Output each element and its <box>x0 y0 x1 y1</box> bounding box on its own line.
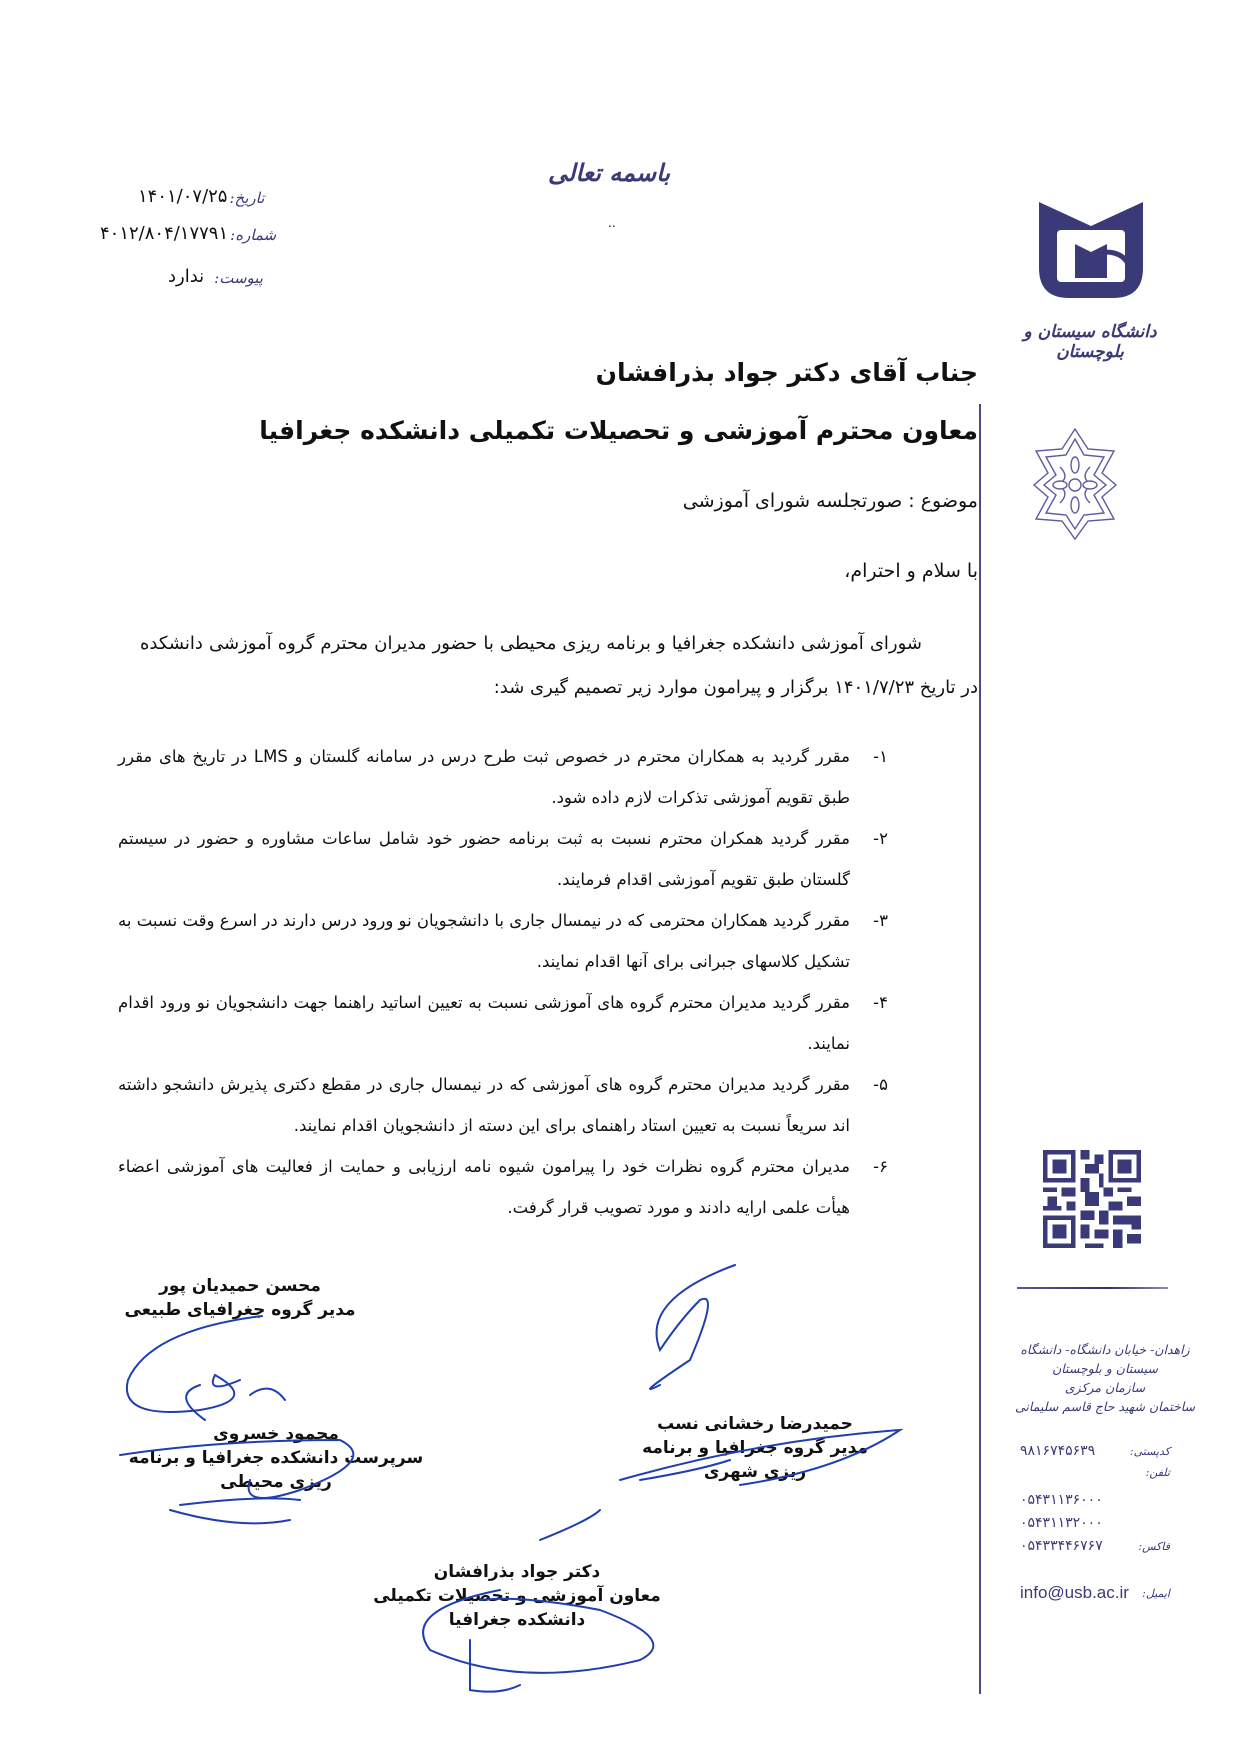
fax-row <box>1020 1538 1170 1554</box>
phone-row <box>1020 1492 1170 1508</box>
postal-code-row <box>1020 1443 1170 1459</box>
signature-stroke-rakhshani <box>620 1265 900 1485</box>
phone-value: ۰۵۴۳۱۱۳۶۰۰۰ <box>1020 1492 1103 1508</box>
sidebar-divider <box>1017 1287 1168 1289</box>
signatory-title: معاون آموزشی و تحصیلات تکمیلی دانشکده جغرافیا <box>373 1586 661 1630</box>
address-line: ساختمان شهید حاج قاسم سلیمانی <box>1015 1399 1195 1414</box>
address-line: زاهدان- خیابان دانشگاه- دانشگاه سیستان و بلوچستان <box>1020 1342 1190 1376</box>
email-row <box>1020 1583 1170 1603</box>
subject-line: موضوع : صورتجلسه شورای آموزشی <box>682 490 978 512</box>
item-number: ۲- <box>873 829 888 848</box>
item-number: ۱- <box>873 747 888 766</box>
signature-stroke-khosravi <box>120 1385 353 1523</box>
signatory-title: سرپرست دانشکده جغرافیا و برنامه ریزی محیطی <box>128 1448 424 1492</box>
item-text: مقرر گردید همکران محترم نسبت به ثبت برنامه حضور خود شامل ساعات مشاوره و حضور در سیستم گلستان طبق تقویم آموزشی اقدام فرمایند. <box>118 829 850 889</box>
bismillah-heading: باسمه تعالی <box>548 158 671 187</box>
signature-stroke-hamidianpour <box>127 1316 262 1412</box>
item-number: ۴- <box>873 993 888 1012</box>
postal-label: کدپستی: <box>1129 1444 1170 1458</box>
number-label: شماره: <box>230 226 277 244</box>
email-link[interactable]: info@usb.ac.ir <box>1020 1583 1129 1602</box>
postal-value: ۹۸۱۶۷۴۵۶۳۹ <box>1020 1443 1096 1459</box>
attachment-label: پیوست: <box>214 269 263 287</box>
number-value: ۴۰۱۲/۸۰۴/۱۷۷۹۱ <box>100 223 229 244</box>
recipient-title: معاون محترم آموزشی و تحصیلات تکمیلی دانشکده جغرافیا <box>259 416 978 445</box>
fax-label: فاکس: <box>1138 1539 1170 1553</box>
address-block <box>1005 1340 1205 1416</box>
date-label: تاریخ: <box>229 189 265 207</box>
item-text: مقرر گردید همکاران محترمی که در نیمسال جاری با دانشجویان نو ورود درس دارند در اسرع وقت نسبت به تشکیل کلاسهای جبرانی برای آنها اقدام نمایند. <box>118 911 850 971</box>
qr-code-icon <box>1043 1150 1141 1248</box>
item-number: ۵- <box>873 1075 888 1094</box>
item-number: ۶- <box>873 1157 888 1176</box>
signature-stroke-bazrafshan <box>423 1510 653 1692</box>
signatory-name: حمیدرضا رخشانی نسب <box>657 1414 853 1434</box>
fax-value: ۰۵۴۳۳۴۴۶۷۶۷ <box>1020 1538 1103 1554</box>
phone-row <box>1020 1515 1170 1531</box>
attachment-value: ندارد <box>168 266 205 287</box>
address-line: سازمان مرکزی <box>1064 1380 1146 1395</box>
university-name: دانشگاه سیستان و بلوچستان <box>1023 322 1157 362</box>
phone-label: تلفن: <box>1145 1466 1170 1479</box>
recipient-name: جناب آقای دکتر جواد بذرافشان <box>595 358 978 387</box>
item-number: ۳- <box>873 911 888 930</box>
date-value: ۱۴۰۱/۰۷/۲۵ <box>138 186 228 207</box>
header-dots: .. <box>608 216 616 230</box>
greeting: با سلام و احترام، <box>844 560 978 582</box>
signatory-name: محمود خسروی <box>213 1424 339 1444</box>
item-text: مقرر گردید مدیران محترم گروه های آموزشی نسبت به تعیین اساتید راهنما جهت دانشجویان نو ورود اقدام نمایند. <box>118 993 850 1053</box>
item-text: مقرر گردید به همکاران محترم در خصوص ثبت طرح درس در سامانه گلستان و LMS در تاریخ های مقرر طبق تقویم آموزشی تذکرات لازم داده شود. <box>118 747 850 807</box>
signatory-title: مدیر گروه جغرافیا و برنامه ریزی شهری <box>642 1438 868 1482</box>
intro-paragraph: شورای آموزشی دانشکده جغرافیا و برنامه ریزی محیطی با حضور مدیران محترم گروه آموزشی دانشکده در تاریخ ۱۴۰۱/۷/۲۳ برگزار و پیرامون موارد زیر تصمیم گیری شد: <box>140 633 978 698</box>
email-label: ایمیل: <box>1142 1586 1170 1600</box>
phone-label-row <box>1020 1466 1170 1479</box>
signatory-name: دکتر جواد بذرافشان <box>433 1562 601 1582</box>
signatory-name: محسن حمیدیان پور <box>159 1276 321 1296</box>
item-text: مقرر گردید مدیران محترم گروه های آموزشی که در نیمسال جاری در مقطع دکتری پذیرش دانشجو داشته اند سریعاً نسبت به تعیین استاد راهنمای برای این دسته از دانشجویان اقدام نمایند. <box>118 1075 850 1135</box>
phone-value: ۰۵۴۳۱۱۳۲۰۰۰ <box>1020 1515 1103 1531</box>
signatory-title: مدیر گروه جغرافیای طبیعی <box>124 1300 356 1320</box>
item-text: مدیران محترم گروه نظرات خود را پیرامون شیوه نامه ارزیابی و حمایت از فعالیت های آموزشی اعضاء هیأت علمی ارایه دادند و مورد تصویب قرار گرفت. <box>118 1157 850 1217</box>
